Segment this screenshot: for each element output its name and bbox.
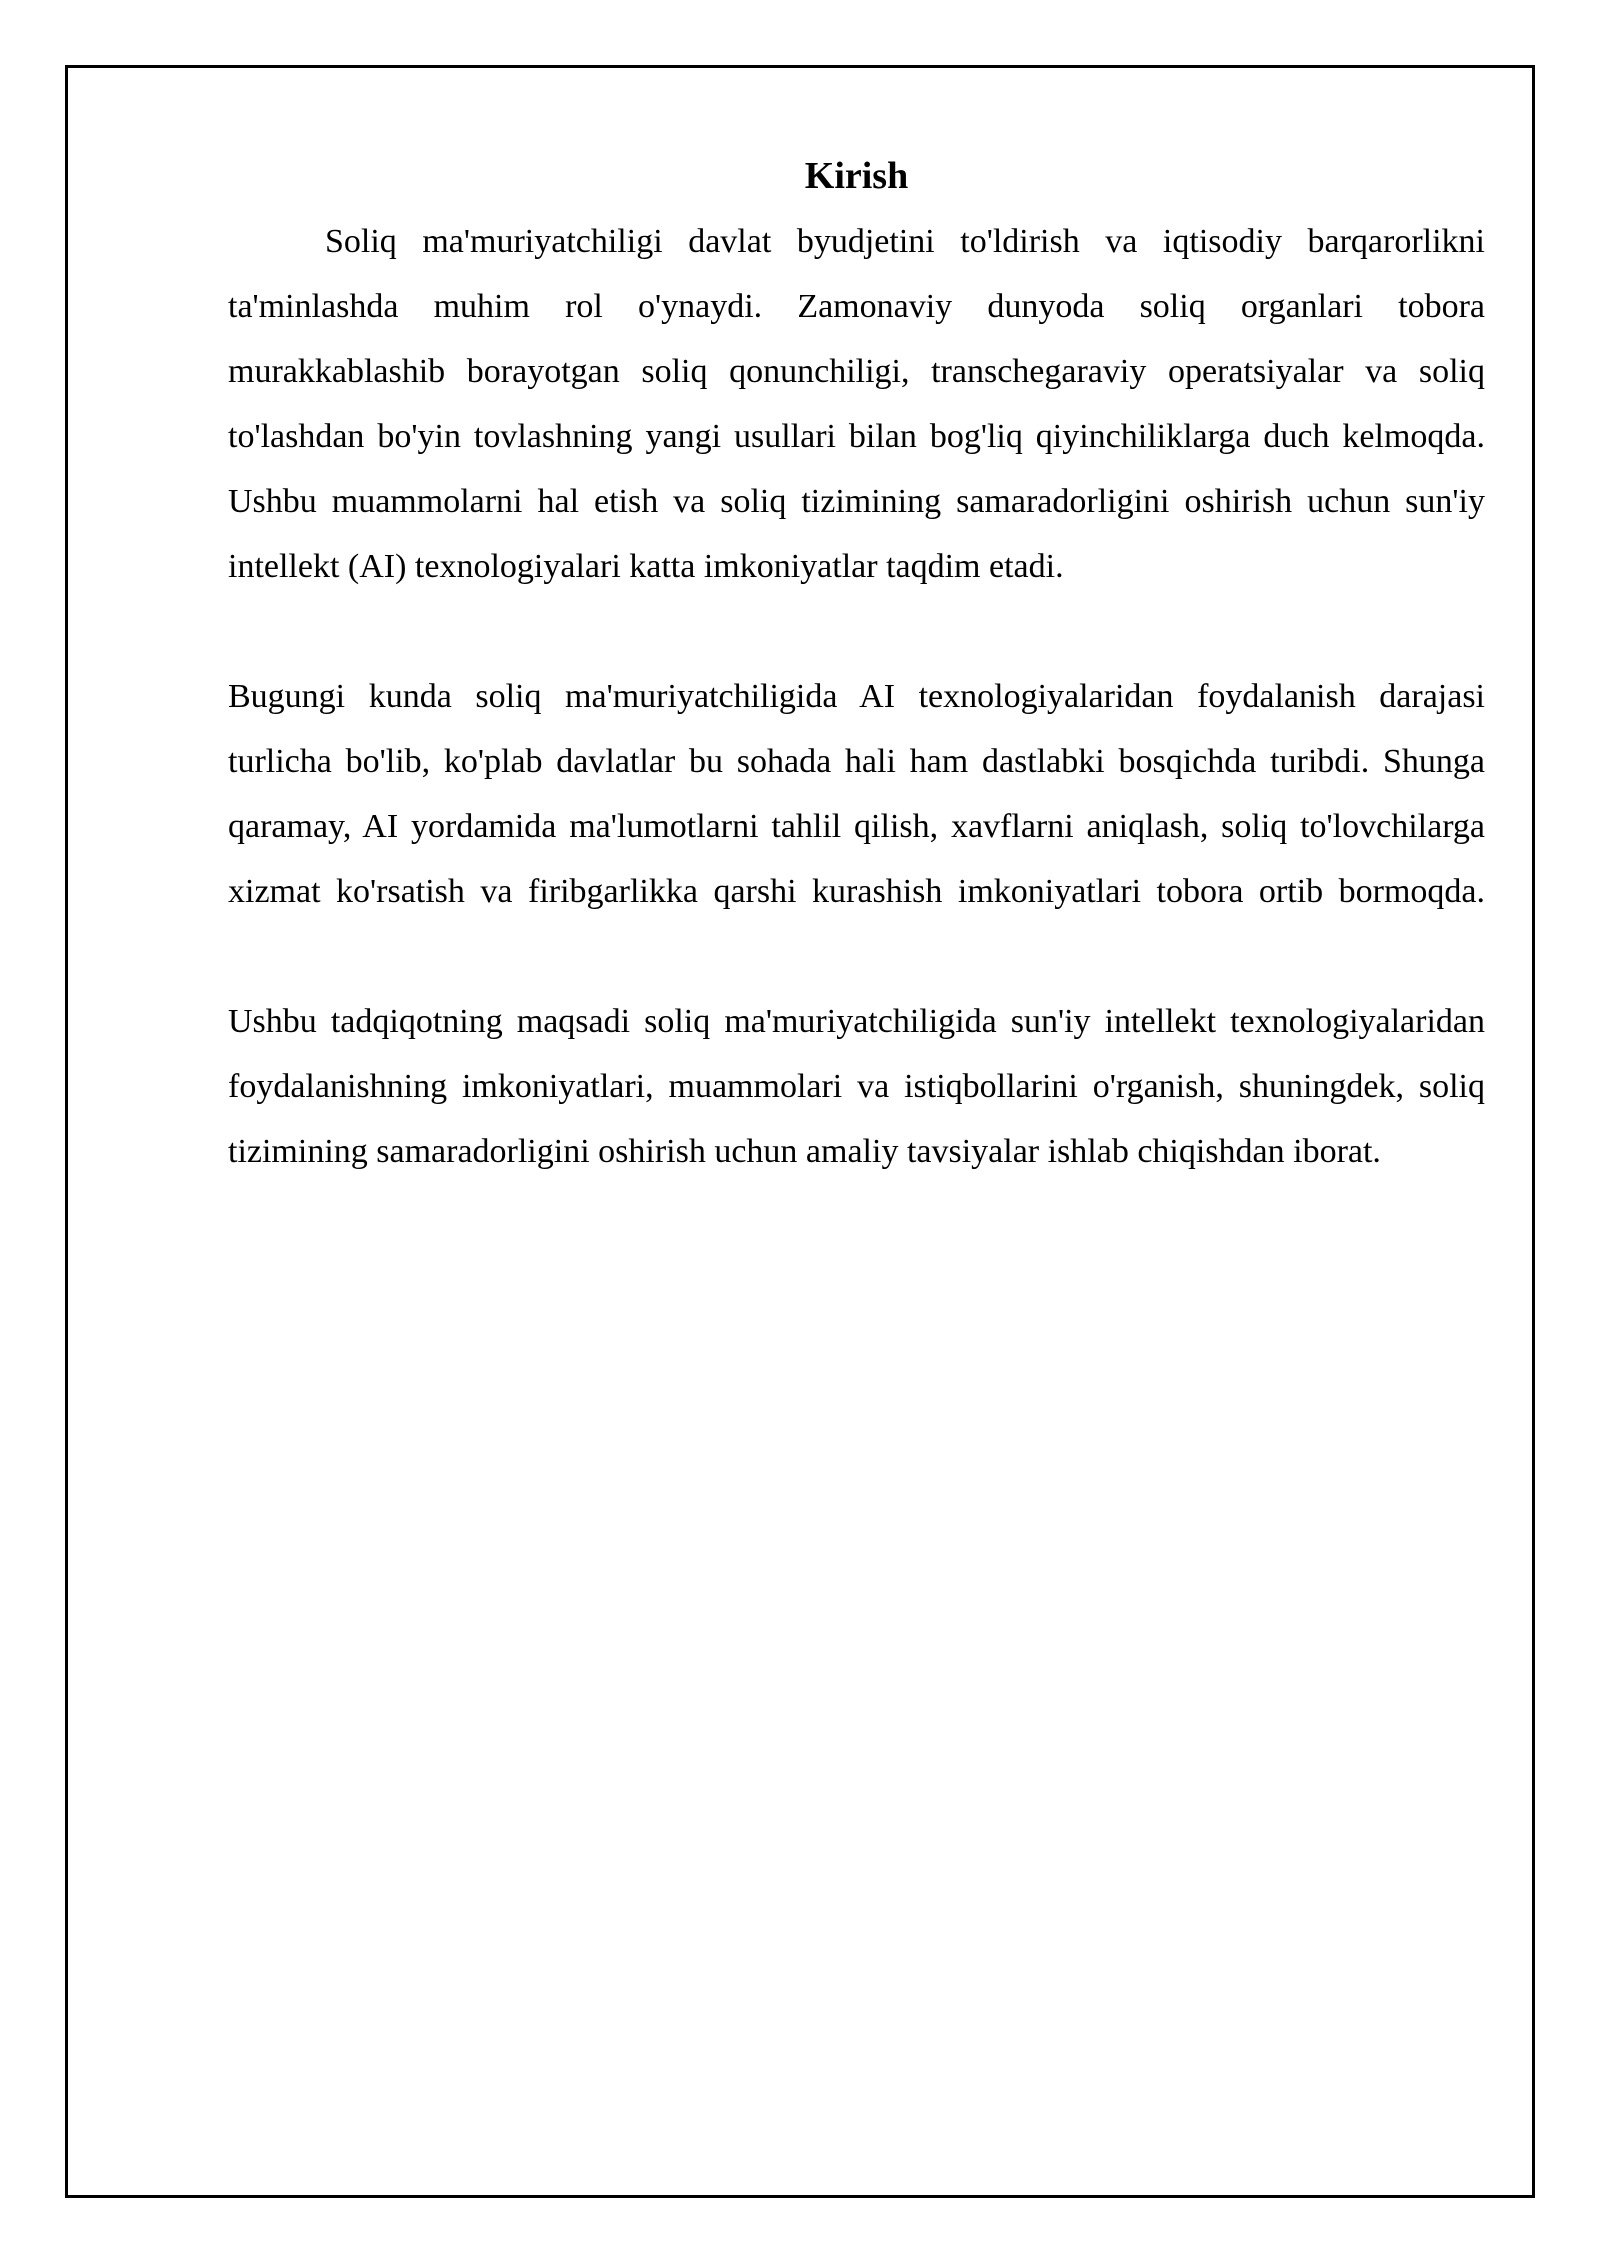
paragraph-current-state: Bugungi kunda soliq ma'muriyatchiligida AI texnologiyalaridan foydalanish darajasi turlicha bo'lib, ko'plab davlatlar bu sohada hali ham dastlabki bosqichda turibdi. Shunga qaramay, AI yordamida ma'lumotlarni tahlil qilish, xavflarni aniqlash, soliq to'lovchilarga xizmat ko'rsatish va firibgarlikka qarshi kurashish imkoniyatlari tobora ortib bormoqda.: [228, 678, 1485, 910]
document-body: [228, 150, 1485, 1184]
paragraph-intro: Soliq ma'muriyatchiligi davlat byudjetini to'ldirish va iqtisodiy barqarorlikni ta'minlashda muhim rol o'ynaydi. Zamonaviy dunyoda soliq organlari tobora murakkablashib borayotgan soliq qonunchiligi, transchegaraviy operatsiyalar va soliq to'lashdan bo'yin tovlashning yangi usullari bilan bog'liq qiyinchiliklarga duch kelmoqda. Ushbu muammolarni hal etish va soliq tizimining samaradorligini oshirish uchun sun'iy intellekt (AI) texnologiyalari katta imkoniyatlar taqdim etadi.: [228, 223, 1485, 585]
page-title: Kirish: [804, 155, 909, 197]
paragraph-spacer: [228, 924, 1485, 989]
paragraph-research-goal: Ushbu tadqiqotning maqsadi soliq ma'muriyatchiligida sun'iy intellekt texnologiyalaridan foydalanishning imkoniyatlari, muammolari va istiqbollarini o'rganish, shuningdek, soliq tizimining samaradorligini oshirish uchun amaliy tavsiyalar ishlab chiqishdan iborat.: [228, 1003, 1485, 1170]
paragraph-spacer: [228, 599, 1485, 664]
